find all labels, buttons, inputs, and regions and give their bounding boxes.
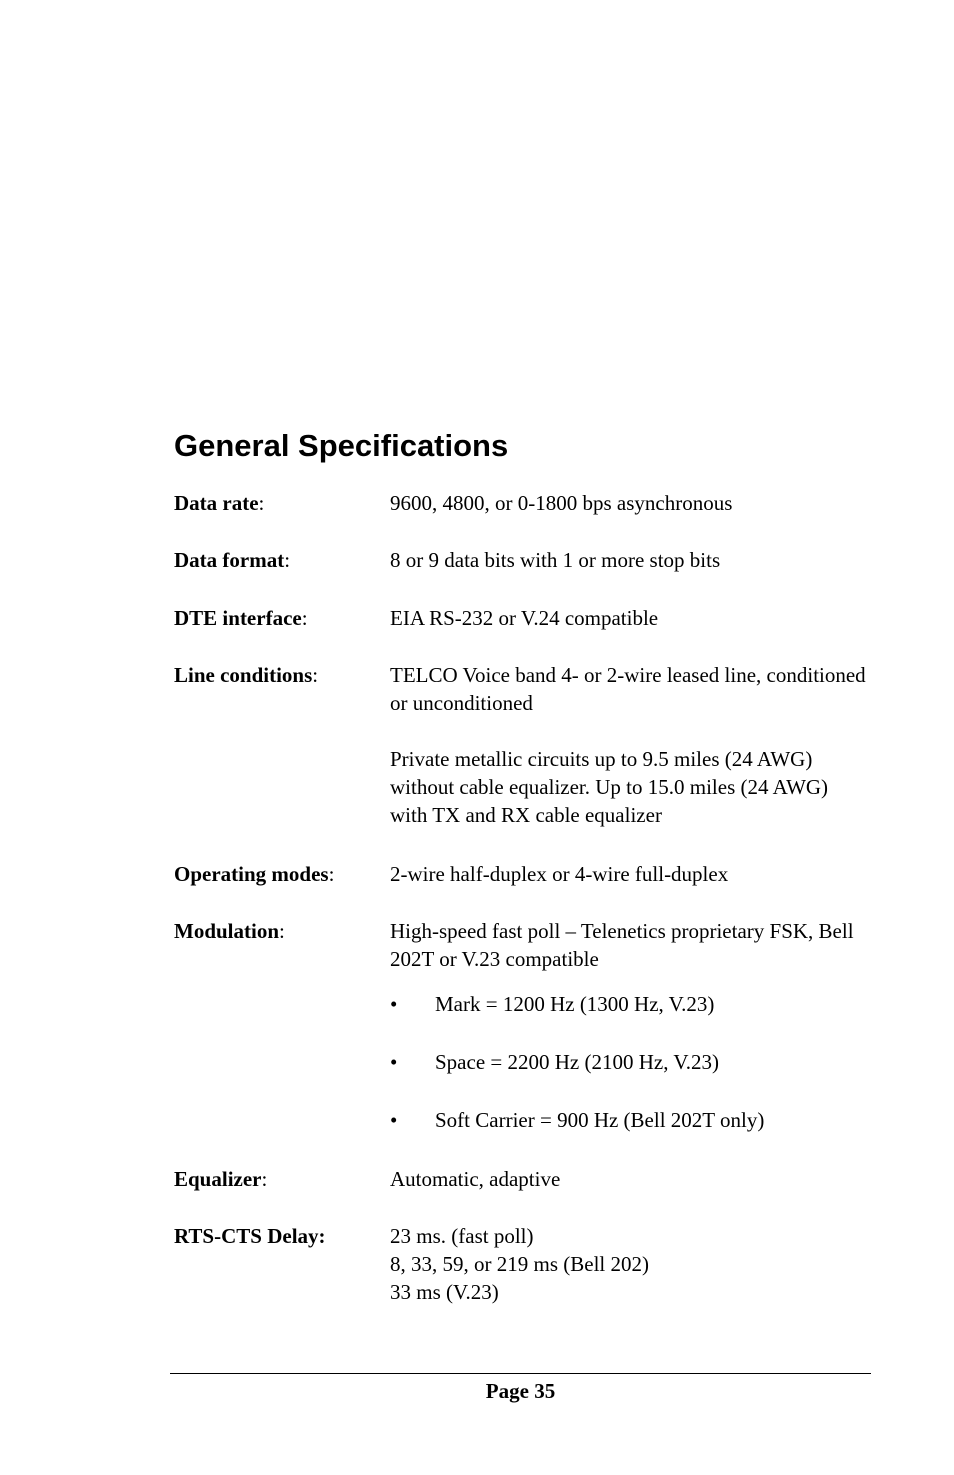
- list-item: • Soft Carrier = 900 Hz (Bell 202T only): [390, 1108, 765, 1132]
- spec-value-paragraph: Private metallic circuits up to 9.5 miles (24 AWG) without cable equalizer. Up to 15.0 miles (24 AWG) with TX and RX cable equalizer: [390, 747, 829, 827]
- bullet-icon: •: [390, 1108, 398, 1132]
- spec-value-paragraph: TELCO Voice band 4- or 2-wire leased line, conditioned or unconditioned: [390, 663, 866, 715]
- spec-label: Data format:: [174, 548, 291, 572]
- spec-value: Automatic, adaptive: [390, 1167, 561, 1191]
- spec-label: Data rate:: [174, 491, 265, 515]
- spec-value: 2-wire half-duplex or 4-wire full-duplex: [390, 862, 729, 886]
- page-number: Page 35: [485, 1379, 556, 1403]
- spec-value: 8 or 9 data bits with 1 or more stop bits: [390, 548, 721, 572]
- spec-value-line: 33 ms (V.23): [390, 1280, 499, 1304]
- bullet-icon: •: [390, 1050, 398, 1074]
- list-item: • Space = 2200 Hz (2100 Hz, V.23): [390, 1050, 720, 1074]
- spec-value-line: 23 ms. (fast poll): [390, 1224, 534, 1248]
- bullet-icon: •: [390, 992, 398, 1016]
- spec-value: [390, 661, 870, 829]
- spec-label: Equalizer:: [174, 1167, 268, 1191]
- spec-label: Line conditions:: [174, 663, 319, 687]
- list-item: • Mark = 1200 Hz (1300 Hz, V.23): [390, 992, 715, 1016]
- spec-label: RTS-CTS Delay:: [174, 1224, 326, 1248]
- spec-value-paragraph: High-speed fast poll – Telenetics proprietary FSK, Bell 202T or V.23 compatible: [390, 919, 854, 971]
- page-title: General Specifications: [174, 428, 509, 463]
- spec-value: 9600, 4800, or 0-1800 bps asynchronous: [390, 491, 733, 515]
- spec-value: EIA RS-232 or V.24 compatible: [390, 606, 659, 630]
- spec-value-line: 8, 33, 59, or 219 ms (Bell 202): [390, 1252, 649, 1276]
- bullet-list: [390, 990, 870, 1164]
- spec-label: DTE interface:: [174, 606, 308, 630]
- spec-label: Operating modes:: [174, 862, 335, 886]
- spec-label: Modulation:: [174, 919, 285, 943]
- spec-value: [390, 1222, 870, 1306]
- spec-value: [390, 917, 870, 1164]
- footer-divider: [170, 1373, 871, 1374]
